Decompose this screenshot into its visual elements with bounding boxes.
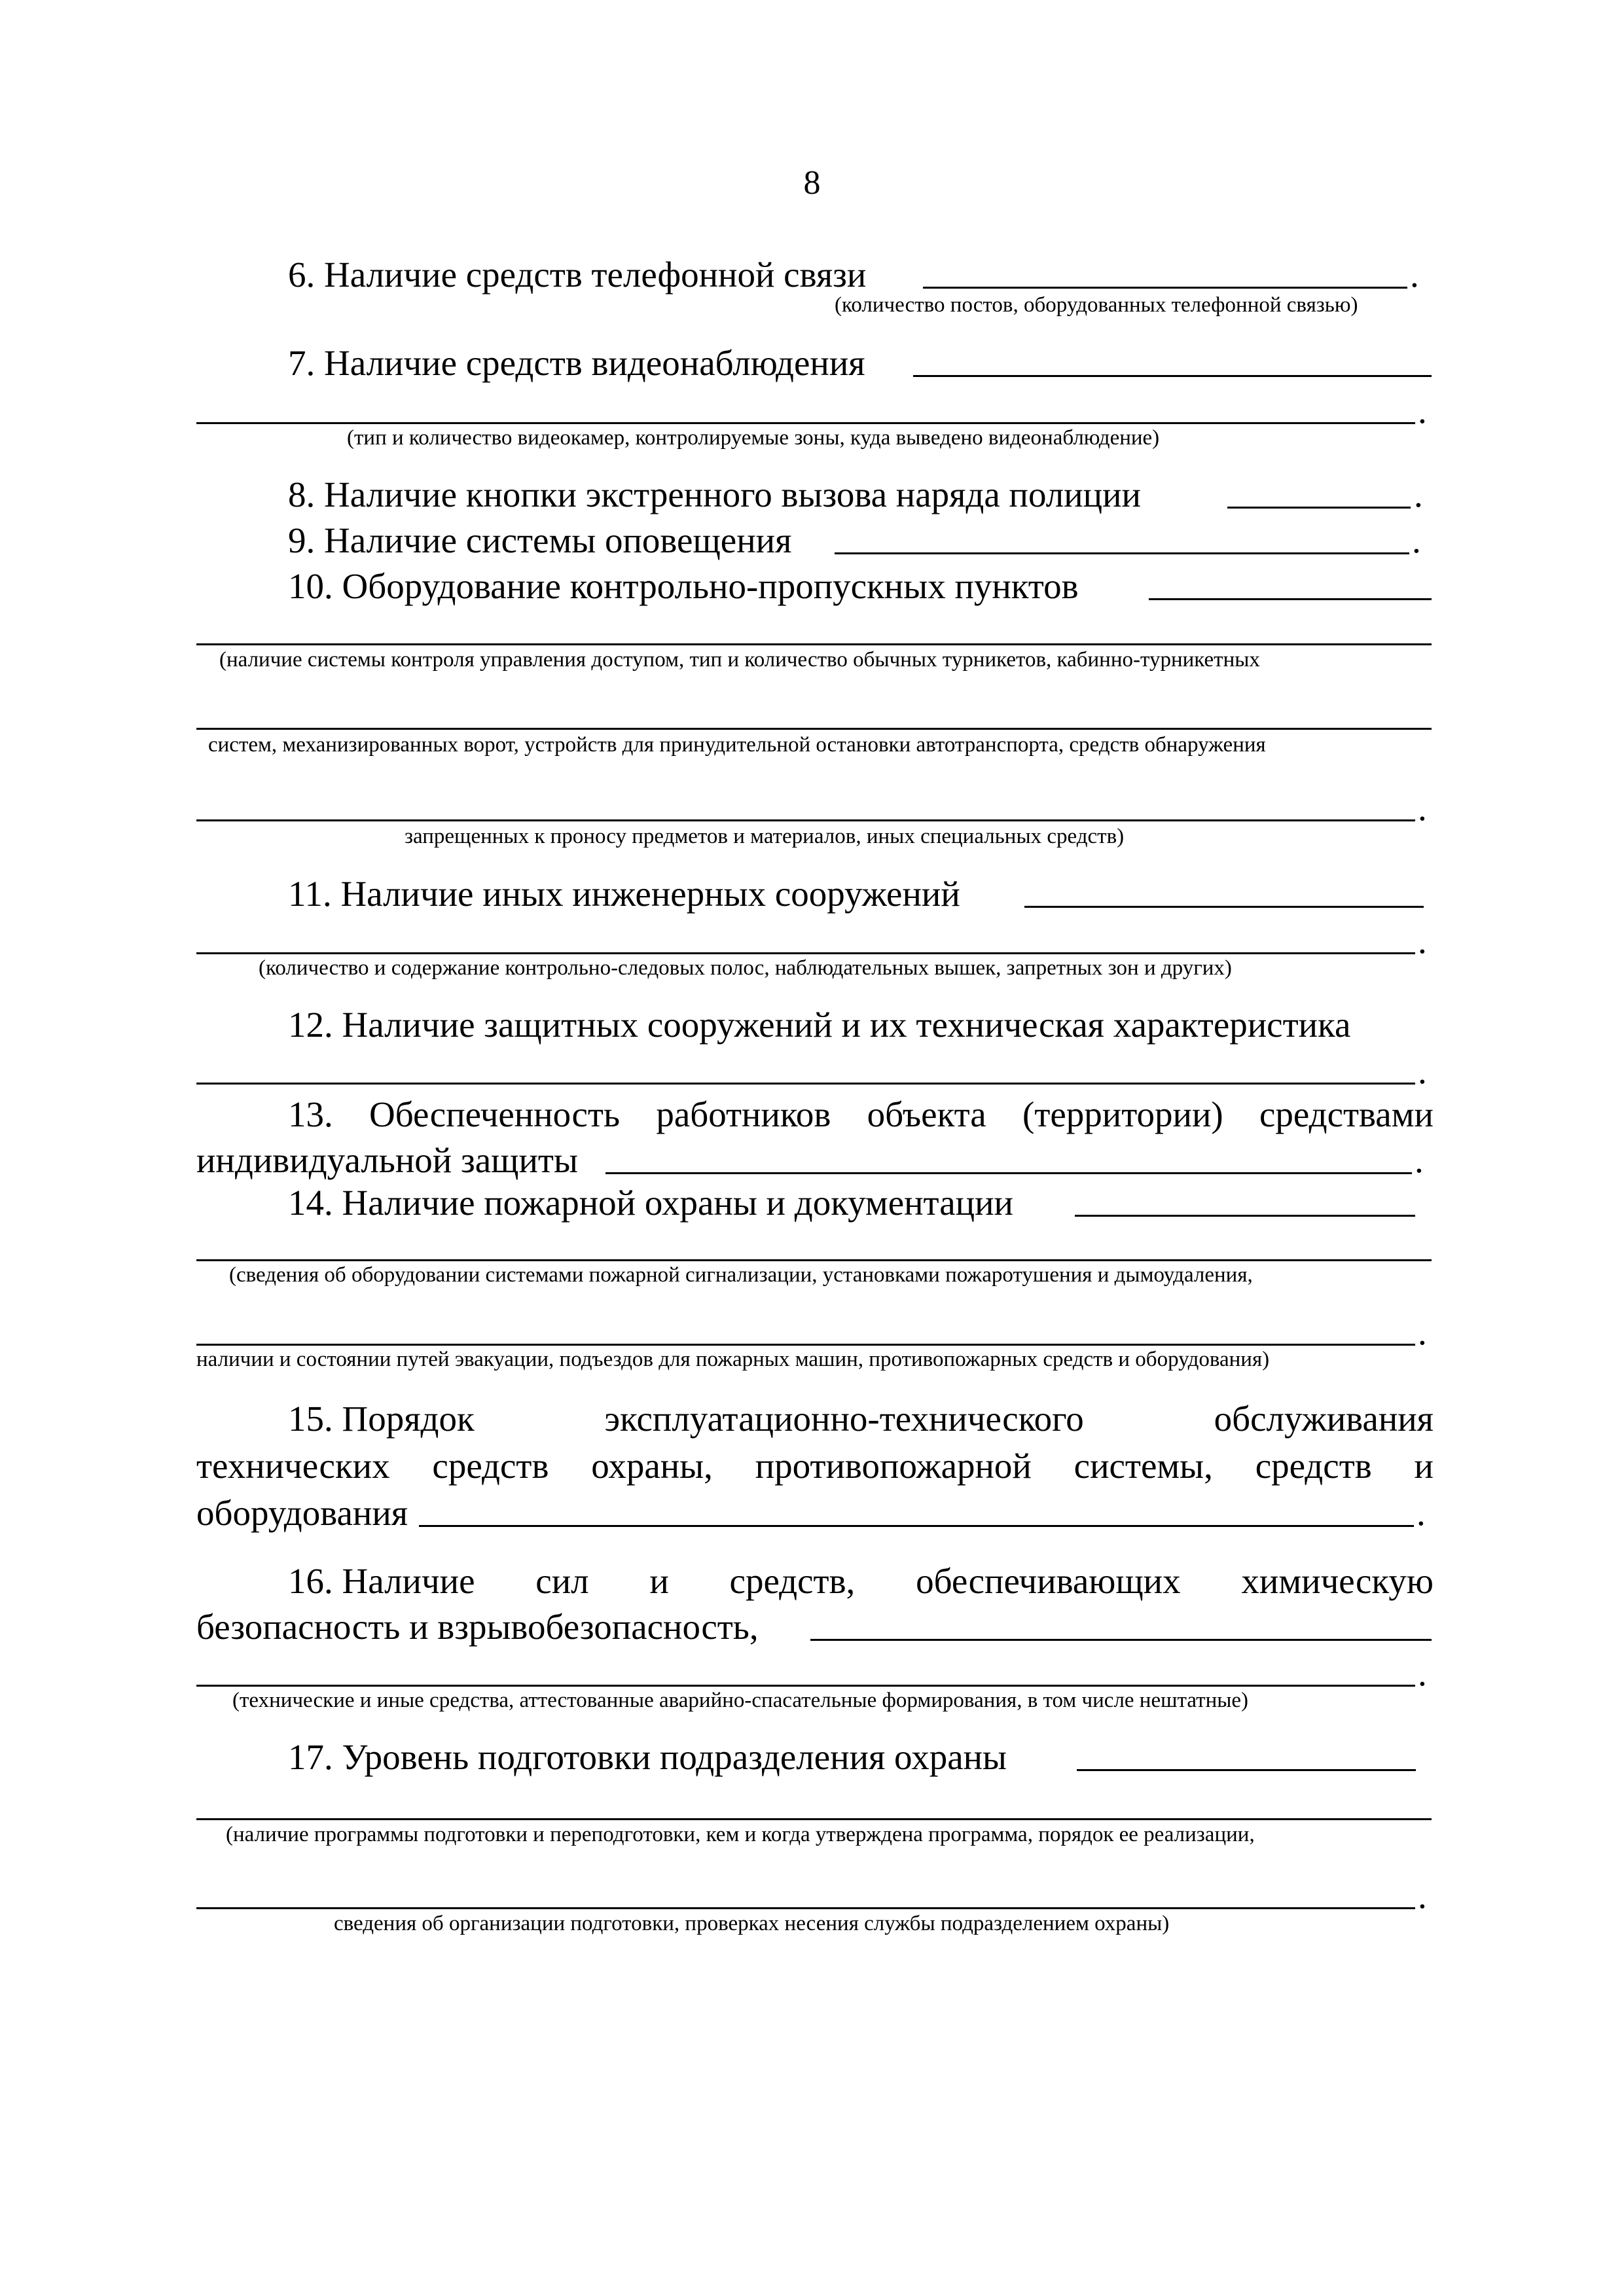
item-10-hint-3: запрещенных к проносу предметов и материалов, иных специальных средств): [405, 825, 1125, 848]
item-7-field-cont[interactable]: [196, 422, 1415, 424]
item-13-word: Обеспеченность: [369, 1094, 621, 1134]
item-15-label-line-2: [196, 1448, 1434, 1484]
item-17-hint-1: (наличие программы подготовки и переподготовки, кем и когда утверждена программа, порядок ее реализации,: [226, 1823, 1255, 1846]
item-11-period: .: [1418, 921, 1427, 961]
item-16-label: [288, 1563, 1434, 1599]
item-16-hint: (технические и иные средства, аттестованные аварийно-спасательные формирования, в том числе нештатные): [232, 1689, 1249, 1712]
item-16-word: химическую: [1241, 1561, 1434, 1601]
item-15-word: средств: [432, 1446, 549, 1486]
item-7-field[interactable]: [913, 375, 1432, 377]
item-16-field[interactable]: [810, 1639, 1432, 1641]
item-13-label-cont: индивидуальной защиты: [196, 1140, 578, 1180]
item-6-field[interactable]: [923, 287, 1407, 289]
item-6-period: .: [1410, 255, 1419, 295]
item-15-field[interactable]: [419, 1525, 1414, 1527]
item-17-label: 17. Уровень подготовки подразделения охраны: [288, 1737, 1007, 1777]
item-7-label: 7. Наличие средств видеонаблюдения: [288, 343, 865, 383]
item-8-field[interactable]: [1227, 507, 1411, 509]
item-13-period: .: [1415, 1140, 1424, 1180]
item-11-field[interactable]: [1024, 906, 1424, 908]
item-13-word: работников: [656, 1094, 831, 1134]
item-9-period: .: [1412, 520, 1421, 560]
item-15-word: охраны,: [591, 1446, 713, 1486]
item-12-label: 12. Наличие защитных сооружений и их техническая характеристика: [288, 1005, 1351, 1045]
item-14-field-line-3[interactable]: [196, 1344, 1415, 1346]
item-12-period: .: [1418, 1051, 1427, 1091]
item-7-hint: (тип и количество видеокамер, контролируемые зоны, куда выведено видеонаблюдение): [347, 426, 1160, 450]
item-16-field-cont[interactable]: [196, 1685, 1415, 1687]
item-15-label-cont: оборудования: [196, 1493, 408, 1533]
item-14-label: 14. Наличие пожарной охраны и документации: [288, 1183, 1013, 1223]
item-15-word: обслуживания: [1214, 1399, 1434, 1439]
item-15-word: противопожарной: [755, 1446, 1032, 1486]
page-number: 8: [803, 164, 821, 202]
item-11-field-cont[interactable]: [196, 952, 1415, 954]
item-8-label: 8. Наличие кнопки экстренного вызова наряда полиции: [288, 475, 1141, 514]
item-13-field[interactable]: [605, 1172, 1412, 1174]
item-13-word: средствами: [1259, 1094, 1434, 1134]
item-10-period: .: [1418, 788, 1427, 828]
item-15-label: [288, 1401, 1434, 1437]
item-13-label: [288, 1096, 1434, 1132]
item-15-word: системы,: [1074, 1446, 1213, 1486]
item-14-field[interactable]: [1075, 1215, 1415, 1217]
item-14-hint-1: (сведения об оборудовании системами пожарной сигнализации, установками пожаротушения и дымоудаления,: [229, 1263, 1253, 1287]
item-14-hint-2: наличии и состоянии путей эвакуации, подъездов для пожарных машин, противопожарных средств и оборудования): [196, 1348, 1270, 1371]
item-9-label: 9. Наличие системы оповещения: [288, 520, 792, 560]
item-10-hint-1: (наличие системы контроля управления доступом, тип и количество обычных турникетов, кабинно-турникетных: [219, 648, 1260, 672]
item-11-hint: (количество и содержание контрольно-следовых полос, наблюдательных вышек, запретных зон и других): [259, 956, 1232, 980]
item-10-field[interactable]: [1149, 598, 1432, 600]
item-16-word: и: [649, 1561, 669, 1601]
item-13-word: объекта: [867, 1094, 986, 1134]
item-17-period: .: [1418, 1876, 1427, 1916]
item-10-hint-2: систем, механизированных ворот, устройств для принудительной остановки автотранспорта, средств обнаружения: [208, 733, 1266, 757]
item-17-hint-2: сведения об организации подготовки, проверках несения службы подразделением охраны): [334, 1912, 1170, 1935]
item-11-label: 11. Наличие иных инженерных сооружений: [288, 874, 960, 914]
item-16-word: обеспечивающих: [916, 1561, 1181, 1601]
item-12-field[interactable]: [196, 1083, 1415, 1085]
item-17-field-line-2[interactable]: [196, 1818, 1432, 1820]
item-13-word: 13.: [288, 1094, 333, 1134]
item-15-word: эксплуатационно-технического: [604, 1399, 1084, 1439]
item-6-hint: (количество постов, оборудованных телефонной связью): [835, 293, 1358, 317]
item-15-word: 15. Порядок: [288, 1399, 475, 1439]
item-14-period: .: [1418, 1312, 1427, 1352]
item-9-field[interactable]: [835, 552, 1409, 554]
item-16-word: 16. Наличие: [288, 1561, 475, 1601]
item-13-word: (территории): [1022, 1094, 1223, 1134]
item-8-period: .: [1414, 475, 1423, 514]
item-16-period: .: [1418, 1653, 1427, 1693]
item-16-word: средств,: [729, 1561, 856, 1601]
item-14-field-line-2[interactable]: [196, 1259, 1432, 1261]
item-15-word: средств: [1255, 1446, 1372, 1486]
item-16-label-cont: безопасность и взрывобезопасность,: [196, 1607, 759, 1647]
item-15-period: .: [1416, 1493, 1426, 1533]
item-15-word: и: [1414, 1446, 1434, 1486]
item-7-period: .: [1418, 391, 1427, 431]
item-17-field-line-3[interactable]: [196, 1907, 1415, 1909]
item-16-word: сил: [535, 1561, 589, 1601]
item-17-field[interactable]: [1077, 1769, 1416, 1771]
item-15-word: технических: [196, 1446, 390, 1486]
item-6-label: 6. Наличие средств телефонной связи: [288, 255, 867, 295]
item-10-field-line-3[interactable]: [196, 728, 1432, 730]
item-10-field-line-4[interactable]: [196, 819, 1415, 821]
item-10-field-line-2[interactable]: [196, 643, 1432, 645]
item-10-label: 10. Оборудование контрольно-пропускных пунктов: [288, 566, 1079, 606]
